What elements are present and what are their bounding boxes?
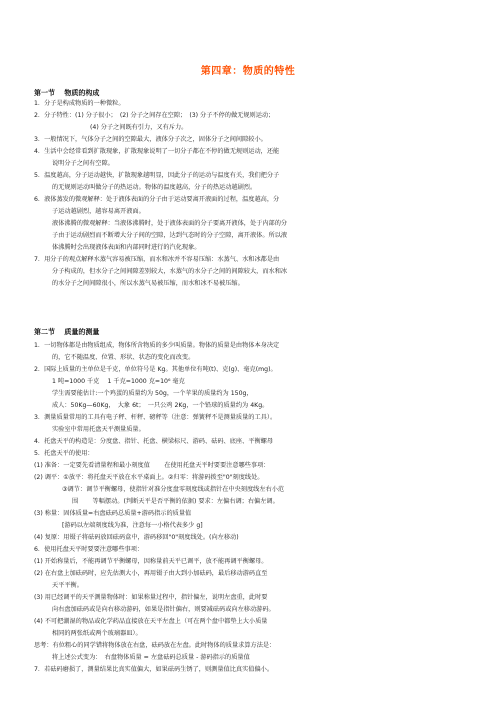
section1-line: 的无规则运动叫做分子的热运动。物体的温度越高，分子的热运动越剧烈。 <box>52 184 257 191</box>
section1-line: 的水分子之间间隙很小，所以水蒸气易被压缩，而水和冰不易被压缩。 <box>52 280 244 287</box>
section2-line: 思考：有位粗心的同学错将物体放在右盘，砝码放在左盘。此时物体的质量求算方法是： <box>34 642 276 649</box>
section2-line: 1 吨=1000 千克 1 千克=1000 克=10⁶ 毫克 <box>52 378 185 385</box>
section-1-heading: 第一节 物质的构成 <box>34 89 100 97</box>
section1-line: 1．分子是构成物质的一种微粒。 <box>34 100 125 107</box>
section2-line: 学生需要能估计:一个鸡蛋的质量约为 50g，一个苹果的质量约为 150g， <box>52 390 253 397</box>
section2-line: [游码以左端刻度线为准，注意每一小格代表多少 g] <box>62 522 203 529</box>
section2-line: 3．测量质量常用的工具有电子秤、杆秤、磅秤等（注意：弹簧秤不是测量质量的工具）。 <box>34 414 277 421</box>
section2-line: (3) 称量：固体质量=右盘砝码总质量+游码指示的质量值 <box>34 510 192 517</box>
section2-line: (4) 不可把潮湿的物品或化学药品直接放在天平左盘上（可在两个盘中都垫上大小质量 <box>34 618 268 625</box>
section2-line: (2) 调平：①放平：将托盘天平放在水平桌面上。②归零：将游码拨至"0"刻度线处。 <box>34 474 264 481</box>
section1-line: 3．一般情况下，气体分子之间的空隙最大，液体分子次之，固体分子之间间隙较小。 <box>34 136 267 143</box>
section1-line: 子运动越剧烈，越容易离开液面。 <box>52 208 145 215</box>
section2-line: ③调节：调节平衡螺母，使指针对准分度盘零刻度线或指针在中央刻度线左右小范 <box>62 486 285 493</box>
section2-line: 实验室中常用托盘天平测量质量。 <box>52 426 145 433</box>
section1-line: 4．生活中会经常看到扩散现象，扩散现象说明了一切分子都在不停的做无规则运动，还能 <box>34 148 280 155</box>
section1-line: 说明分子之间有空隙。 <box>52 160 114 167</box>
section2-line: 围 等幅摆动。(判断天平是否平衡的依据) 要求：左偏右调；右偏左调。 <box>72 498 279 505</box>
chapter-title: 第四章：物质的特性 <box>200 66 296 77</box>
section2-line: 成人：50Kg—60Kg， 大象 6t； 一只公鸡 2Kg，一个铅球的质量约为 4Kg。 <box>52 402 269 409</box>
section2-line: (2) 在右盘上加砝码时，应先估测大小，再用镊子由大到小加砝码，最后移动游码直至 <box>34 570 268 577</box>
section2-line: (1) 准备：一定要先看清量程和最小刻度值 在使用托盘天平时要要注意哪些事项： <box>34 462 270 469</box>
section2-line: 4．托盘天平的构造是：分度盘、指针、托盘、横梁标尺、游码、砝码、底座、平衡螺母 <box>34 438 274 445</box>
section2-line: 向右盘加砝码或是向右移动游码，如果是指针偏右，则要减砝码或向左移动游码。 <box>52 606 275 613</box>
section1-line: 2．分子特性：(1) 分子很小； (2) 分子之间存在空隙； (3) 分子不停的做无规则运动； <box>34 112 275 119</box>
section2-line: 1．一切物体都是由物质组成，物体所含物质的多少叫质量。物体的质量是由物体本身决定 <box>34 342 280 349</box>
section2-line: 相同的两张纸或两个玻璃器皿）。 <box>52 630 142 637</box>
section1-line: 5．温度越高，分子运动越快，扩散现象越明显，因此分子的运动与温度有关，我们把分子 <box>34 172 280 179</box>
section2-line: 7．若砝码磨损了，测量结果比真实值偏大，如果砝码生锈了，则测量值比真实值偏小。 <box>34 666 274 673</box>
section2-line: 5．托盘天平的使用： <box>34 450 94 457</box>
section1-line: (4) 分子之间既有引力，又有斥力。 <box>90 124 188 131</box>
section2-line: 将上述公式变为： 右盘物体质量 = 左盘砝码总质量 - 游码指示的质量值 <box>52 654 250 661</box>
section2-line: 天平平衡。 <box>52 582 83 589</box>
section1-line: 体沸腾时会出现液体表面和内部同时进行的汽化现象。 <box>52 244 201 251</box>
section2-line: 的，它不随温度、位置、形状、状态的变化而改变。 <box>52 354 195 361</box>
section1-line: 6．液体蒸发的微观解释：处于液体表面的分子由于运动要离开液面的过程，温度越高，分 <box>34 196 280 203</box>
section2-line: 6．使用托盘天平时要要注意哪些事项： <box>34 546 144 553</box>
section2-line: (3) 用已经调平的天平测量物体时：如果称量过程中，指针偏左，说明左盘重，此时要 <box>34 594 268 601</box>
section1-line: 液体沸腾的微观解释：当液体沸腾时，处于液体表面的分子要离开液体，处于内部的分 <box>52 220 288 227</box>
section1-line: 7．用分子的观点解释水蒸气容易被压缩，而水和冰并不容易压缩：水蒸气、水和冰都是由 <box>34 256 280 263</box>
section2-line: 2．国际上质量的主单位是千克，单位符号是 Kg。其他单位有吨(t)、克(g)、毫克(mg)。 <box>34 366 277 373</box>
section1-line: 分子构成的，但水分子之间间隙差别较大，水蒸气的水分子之间的间隙较大，而水和冰 <box>52 268 288 275</box>
section1-line: 子由于运动剧烈而不断增大分子间的空隙，达到气态时的分子空隙，离开液体。所以液 <box>52 232 288 239</box>
section-2-heading: 第二节 质量的测量 <box>34 328 100 336</box>
section2-line: (4) 复原：用镊子将砝码放回砝码盒中，游码移回"0"刻度线处。(向左移动) <box>34 534 239 541</box>
section2-line: (1) 开始称量后，不能再调节平衡螺母，因称量前天平已调平，放不能再调平衡螺母。 <box>34 558 268 565</box>
